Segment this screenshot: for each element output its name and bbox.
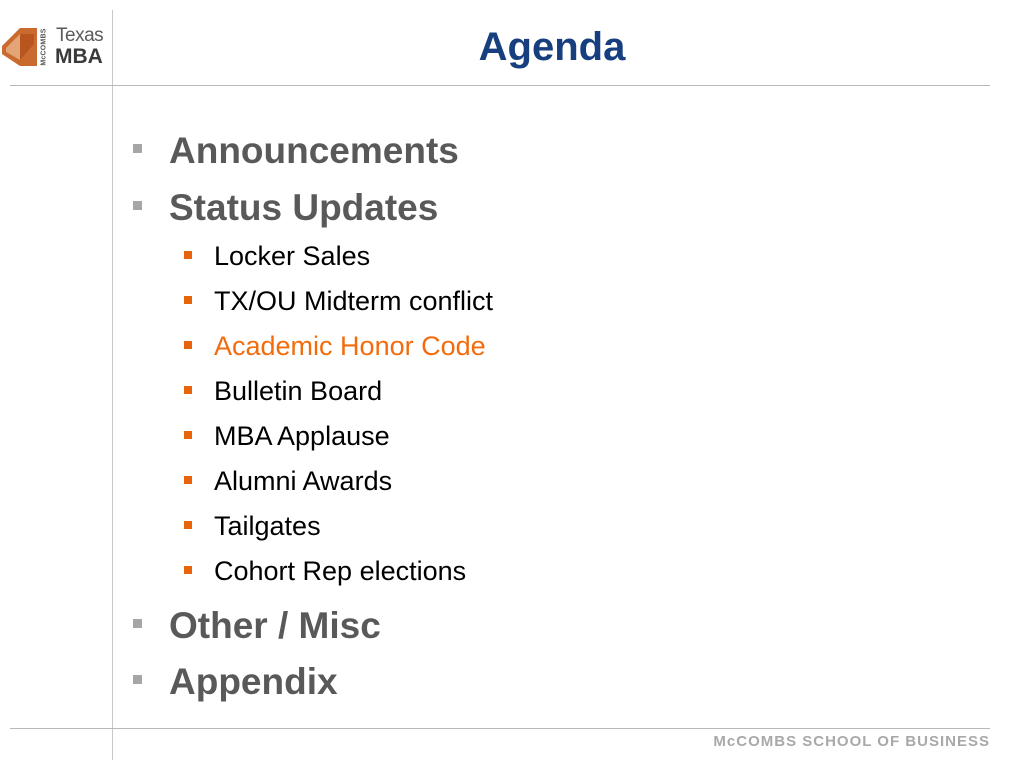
orange-square-bullet-icon: [184, 431, 192, 439]
sub-item-alumni-awards: [214, 466, 392, 497]
sub-item-txou-midterm: [214, 286, 493, 317]
footer-school-name: McCOMBS SCHOOL OF BUSINESS: [713, 733, 990, 750]
gray-square-bullet-icon: [133, 144, 142, 153]
orange-square-bullet-icon: [184, 296, 192, 304]
agenda-item-label: Other / Misc: [169, 605, 381, 646]
sub-item-label: Alumni Awards: [214, 466, 393, 496]
logo-mccombs-text: McCOMBS: [40, 28, 48, 66]
sub-item-cohort-rep-elections: [214, 556, 466, 587]
agenda-item-appendix: [169, 661, 338, 703]
agenda-item-label: Appendix: [169, 661, 338, 702]
gray-square-bullet-icon: [133, 675, 142, 684]
orange-square-bullet-icon: [184, 386, 192, 394]
sub-item-label: Tailgates: [214, 511, 321, 541]
orange-square-bullet-icon: [184, 251, 192, 259]
orange-square-bullet-icon: [184, 341, 192, 349]
sub-item-label: MBA Applause: [214, 421, 390, 451]
gray-square-bullet-icon: [133, 201, 142, 210]
agenda-item-label: Announcements: [169, 130, 459, 171]
sub-item-label: Locker Sales: [214, 241, 371, 271]
logo-mba-text: MBA: [55, 45, 103, 68]
sub-item-locker-sales: [214, 241, 370, 272]
orange-square-bullet-icon: [184, 476, 192, 484]
gray-square-bullet-icon: [133, 619, 142, 628]
sub-item-label: TX/OU Midterm conflict: [214, 286, 494, 316]
sub-item-mba-applause: [214, 421, 390, 452]
orange-square-bullet-icon: [184, 521, 192, 529]
agenda-item-announcements: [169, 130, 459, 172]
agenda-item-other-misc: [169, 605, 381, 647]
sub-item-label: Cohort Rep elections: [214, 556, 467, 586]
orange-square-bullet-icon: [184, 566, 192, 574]
sub-item-label: Academic Honor Code: [214, 331, 486, 361]
slide-title: Agenda: [478, 25, 626, 69]
sub-item-label: Bulletin Board: [214, 376, 383, 406]
sub-item-academic-honor-code: [214, 331, 486, 362]
agenda-item-status-updates: [169, 187, 438, 229]
sub-item-bulletin-board: [214, 376, 382, 407]
agenda-item-label: Status Updates: [169, 187, 439, 228]
sub-item-tailgates: [214, 511, 321, 542]
logo-texas-text: Texas: [56, 25, 104, 46]
